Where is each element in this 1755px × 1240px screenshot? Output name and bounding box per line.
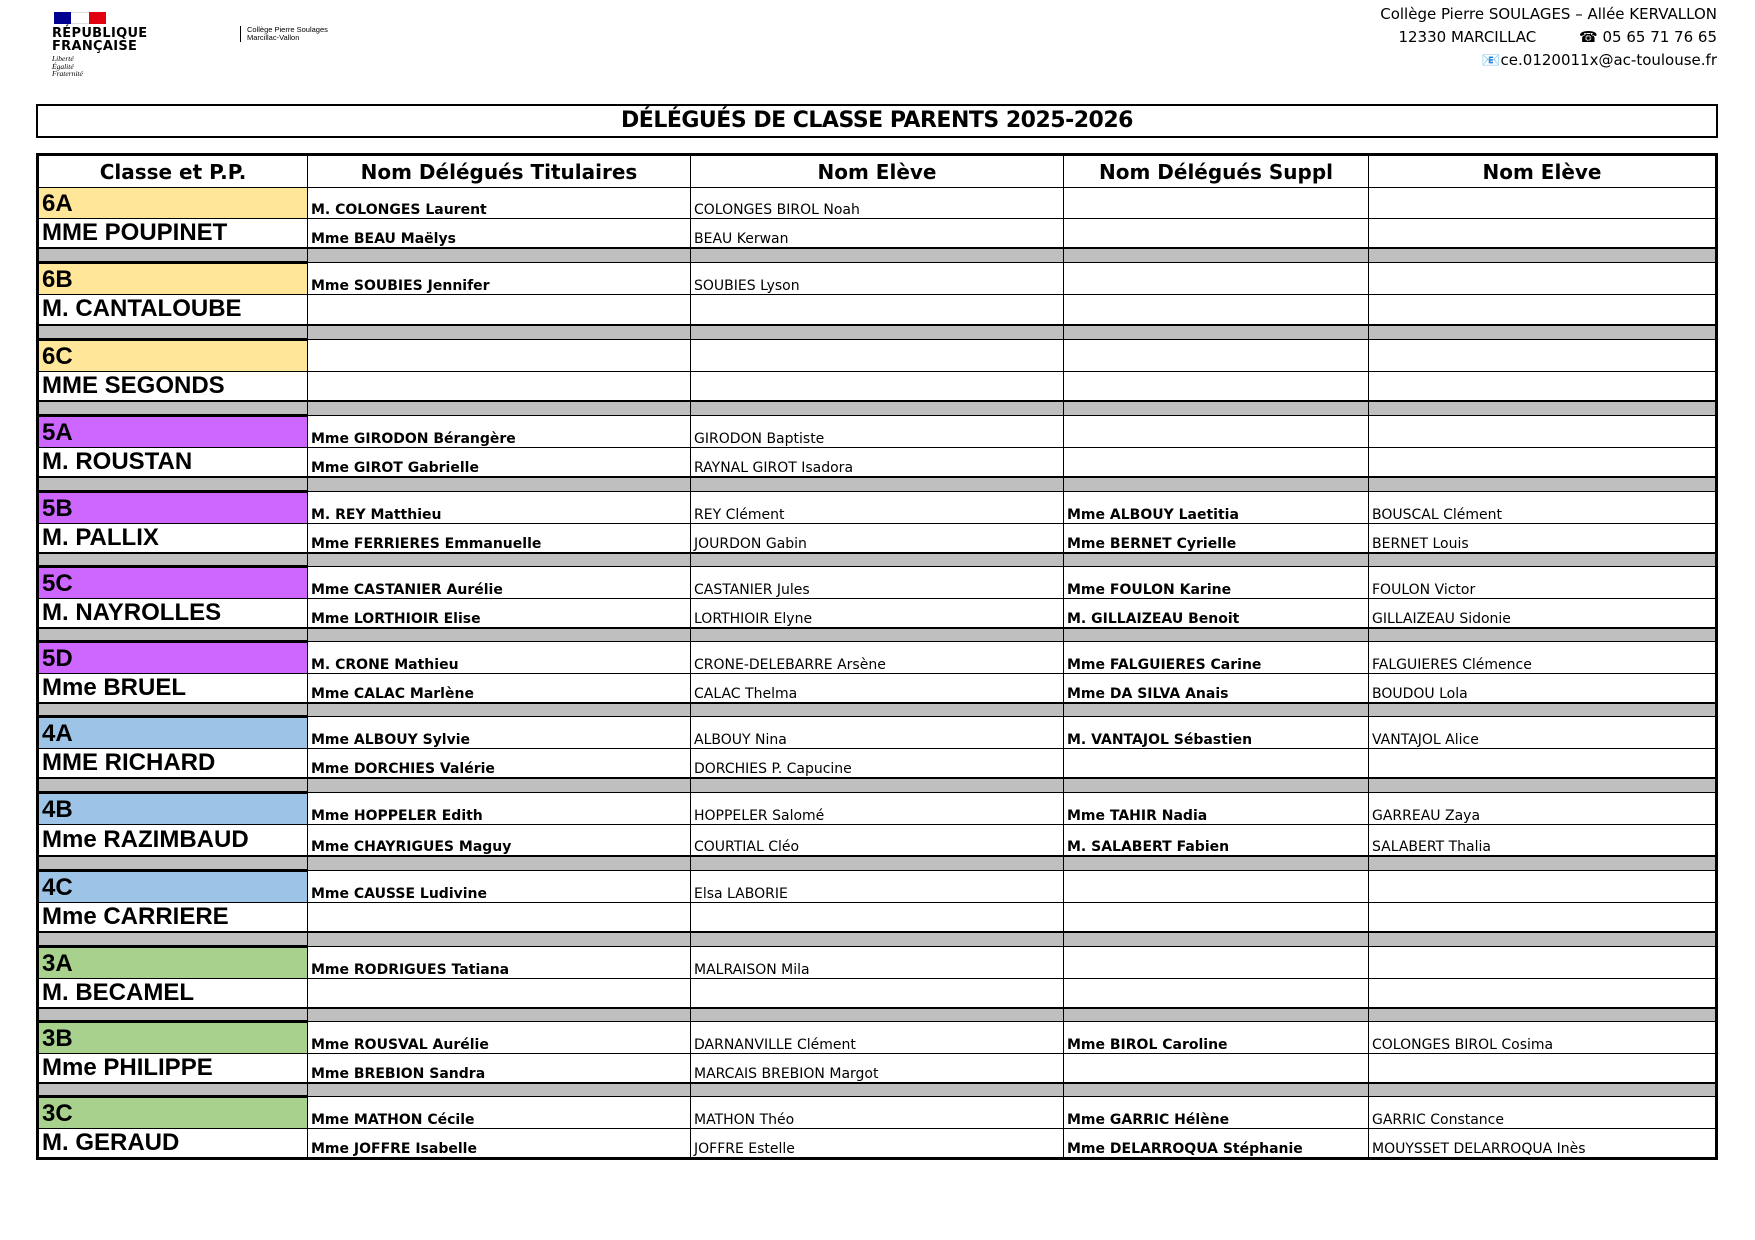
table-row xyxy=(38,946,1717,978)
cell-eleve-suppleant: GILLAIZEAU Sidonie xyxy=(1369,599,1717,629)
cell-titulaire: Mme GIROT Gabrielle xyxy=(308,447,691,477)
cell-eleve-suppleant xyxy=(1369,1053,1717,1083)
table-row xyxy=(38,188,1717,219)
separator-cell xyxy=(691,477,1064,492)
separator-cell xyxy=(691,932,1064,947)
separator-cell xyxy=(1064,932,1369,947)
separator-cell xyxy=(1369,1008,1717,1022)
cell-suppleant xyxy=(1064,263,1369,295)
cell-eleve-titulaire: MARCAIS BREBION Margot xyxy=(691,1053,1064,1083)
class-code: 6B xyxy=(38,263,308,295)
class-teacher: Mme BRUEL xyxy=(38,674,308,704)
cell-eleve-titulaire: HOPPELER Salomé xyxy=(691,793,1064,825)
cell-titulaire: M. CRONE Mathieu xyxy=(308,642,691,674)
cell-eleve-titulaire: DORCHIES P. Capucine xyxy=(691,749,1064,779)
cell-eleve-suppleant xyxy=(1369,371,1717,401)
separator-cell xyxy=(308,778,691,793)
cell-titulaire: Mme GIRODON Bérangère xyxy=(308,415,691,447)
cell-titulaire xyxy=(308,902,691,932)
logo-republique: RÉPUBLIQUE xyxy=(52,26,148,41)
separator-cell xyxy=(1064,248,1369,263)
separator-cell xyxy=(691,553,1064,567)
separator-cell xyxy=(1369,1083,1717,1097)
cell-eleve-titulaire: COLONGES BIROL Noah xyxy=(691,188,1064,219)
cell-eleve-titulaire: JOFFRE Estelle xyxy=(691,1128,1064,1158)
cell-eleve-suppleant xyxy=(1369,295,1717,325)
cell-suppleant: Mme DELARROQUA Stéphanie xyxy=(1064,1128,1369,1158)
cell-titulaire: Mme ROUSVAL Aurélie xyxy=(308,1021,691,1053)
cell-eleve-suppleant xyxy=(1369,946,1717,978)
cell-eleve-suppleant: SALABERT Thalia xyxy=(1369,825,1717,856)
table-row xyxy=(38,524,1717,554)
address-line2 xyxy=(1380,26,1717,49)
separator-cell xyxy=(308,325,691,340)
table-body xyxy=(38,188,1717,1159)
cell-eleve-suppleant: VANTAJOL Alice xyxy=(1369,717,1717,749)
cell-eleve-suppleant: BERNET Louis xyxy=(1369,524,1717,554)
table-row xyxy=(38,717,1717,749)
class-teacher: Mme PHILIPPE xyxy=(38,1053,308,1083)
cell-titulaire: M. REY Matthieu xyxy=(308,492,691,524)
class-teacher: M. BECAMEL xyxy=(38,978,308,1008)
cell-suppleant: Mme ALBOUY Laetitia xyxy=(1064,492,1369,524)
cell-eleve-suppleant xyxy=(1369,978,1717,1008)
cell-eleve-suppleant xyxy=(1369,902,1717,932)
college-mark-town: Marcillac-Vallon xyxy=(247,33,300,42)
cell-titulaire: Mme DORCHIES Valérie xyxy=(308,749,691,779)
class-teacher: M. CANTALOUBE xyxy=(38,295,308,325)
cell-eleve-titulaire xyxy=(691,295,1064,325)
table-row xyxy=(38,870,1717,902)
cell-eleve-suppleant xyxy=(1369,219,1717,249)
cell-eleve-titulaire: JOURDON Gabin xyxy=(691,524,1064,554)
separator-cell xyxy=(1064,401,1369,416)
cell-suppleant: M. SALABERT Fabien xyxy=(1064,825,1369,856)
separator-cell xyxy=(1064,703,1369,717)
separator-cell xyxy=(1064,553,1369,567)
separator-cell xyxy=(1064,1083,1369,1097)
class-teacher: MME RICHARD xyxy=(38,749,308,779)
cell-suppleant xyxy=(1064,415,1369,447)
cell-eleve-suppleant xyxy=(1369,263,1717,295)
college-mark-name: Collège Pierre Soulages xyxy=(247,25,328,34)
cell-eleve-titulaire: LORTHIOIR Elyne xyxy=(691,599,1064,629)
cell-eleve-titulaire: BEAU Kerwan xyxy=(691,219,1064,249)
cell-eleve-suppleant xyxy=(1369,339,1717,371)
class-code: 3B xyxy=(38,1021,308,1053)
cell-eleve-suppleant: GARRIC Constance xyxy=(1369,1096,1717,1128)
separator-cell xyxy=(1369,703,1717,717)
separator-row xyxy=(38,932,1717,947)
cell-titulaire xyxy=(308,339,691,371)
table-row xyxy=(38,339,1717,371)
cell-suppleant xyxy=(1064,902,1369,932)
class-teacher: Mme CARRIERE xyxy=(38,902,308,932)
cell-suppleant xyxy=(1064,219,1369,249)
separator-cell xyxy=(1369,248,1717,263)
table-row xyxy=(38,567,1717,599)
separator-cell xyxy=(308,703,691,717)
separator-cell xyxy=(1064,477,1369,492)
separator-cell xyxy=(38,477,308,492)
cell-eleve-titulaire: CASTANIER Jules xyxy=(691,567,1064,599)
cell-titulaire xyxy=(308,295,691,325)
separator-cell xyxy=(691,1008,1064,1022)
class-code: 5B xyxy=(38,492,308,524)
separator-cell xyxy=(308,401,691,416)
separator-cell xyxy=(1369,401,1717,416)
page-title: DÉLÉGUÉS DE CLASSE PARENTS 2025-2026 xyxy=(36,104,1718,138)
separator-cell xyxy=(1064,856,1369,871)
cell-suppleant: M. VANTAJOL Sébastien xyxy=(1064,717,1369,749)
cell-eleve-suppleant: COLONGES BIROL Cosima xyxy=(1369,1021,1717,1053)
table-row xyxy=(38,1128,1717,1158)
cell-eleve-titulaire: MALRAISON Mila xyxy=(691,946,1064,978)
cell-titulaire: M. COLONGES Laurent xyxy=(308,188,691,219)
cell-titulaire xyxy=(308,371,691,401)
cell-eleve-suppleant xyxy=(1369,749,1717,779)
flag-white xyxy=(71,12,88,24)
table-row xyxy=(38,371,1717,401)
cell-eleve-suppleant xyxy=(1369,415,1717,447)
separator-cell xyxy=(38,628,308,642)
separator-cell xyxy=(691,628,1064,642)
separator-cell xyxy=(1064,778,1369,793)
cell-eleve-titulaire: GIRODON Baptiste xyxy=(691,415,1064,447)
cell-eleve-titulaire xyxy=(691,371,1064,401)
cell-eleve-titulaire xyxy=(691,902,1064,932)
separator-row xyxy=(38,856,1717,871)
cell-suppleant: Mme FOULON Karine xyxy=(1064,567,1369,599)
separator-cell xyxy=(1369,553,1717,567)
separator-cell xyxy=(38,856,308,871)
separator-row xyxy=(38,477,1717,492)
class-code: 5A xyxy=(38,415,308,447)
cell-suppleant xyxy=(1064,295,1369,325)
cell-eleve-titulaire: COURTIAL Cléo xyxy=(691,825,1064,856)
separator-row xyxy=(38,778,1717,793)
cell-eleve-titulaire xyxy=(691,339,1064,371)
separator-cell xyxy=(691,1083,1064,1097)
col-header-suppleants: Nom Délégués Suppl xyxy=(1064,155,1369,188)
cell-titulaire: Mme CASTANIER Aurélie xyxy=(308,567,691,599)
marianne-flag-icon xyxy=(54,12,106,24)
separator-cell xyxy=(308,628,691,642)
cell-titulaire xyxy=(308,978,691,1008)
class-teacher: MME POUPINET xyxy=(38,219,308,249)
college-mark xyxy=(240,26,328,42)
email-address[interactable]: 📧ce.0120011x@ac-toulouse.fr xyxy=(1481,51,1717,69)
cell-titulaire: Mme BEAU Maëlys xyxy=(308,219,691,249)
table-row xyxy=(38,219,1717,249)
cell-titulaire: Mme CAUSSE Ludivine xyxy=(308,870,691,902)
separator-cell xyxy=(38,401,308,416)
cell-eleve-suppleant: BOUDOU Lola xyxy=(1369,674,1717,704)
school-address xyxy=(1380,3,1717,72)
cell-titulaire: Mme MATHON Cécile xyxy=(308,1096,691,1128)
separator-cell xyxy=(38,553,308,567)
table-row xyxy=(38,415,1717,447)
cell-suppleant xyxy=(1064,188,1369,219)
separator-cell xyxy=(308,932,691,947)
separator-row xyxy=(38,1008,1717,1022)
table-row xyxy=(38,295,1717,325)
separator-cell xyxy=(691,703,1064,717)
cell-eleve-suppleant: BOUSCAL Clément xyxy=(1369,492,1717,524)
separator-cell xyxy=(1369,628,1717,642)
cell-titulaire: Mme LORTHIOIR Elise xyxy=(308,599,691,629)
class-code: 4A xyxy=(38,717,308,749)
separator-cell xyxy=(38,1008,308,1022)
class-teacher: M. NAYROLLES xyxy=(38,599,308,629)
address-city: 12330 MARCILLAC xyxy=(1398,28,1537,46)
class-code: 3A xyxy=(38,946,308,978)
separator-cell xyxy=(38,932,308,947)
cell-eleve-suppleant: FOULON Victor xyxy=(1369,567,1717,599)
class-code: 5C xyxy=(38,567,308,599)
separator-row xyxy=(38,553,1717,567)
table-header-row xyxy=(38,155,1717,188)
table-row xyxy=(38,1096,1717,1128)
separator-row xyxy=(38,401,1717,416)
cell-suppleant xyxy=(1064,371,1369,401)
table-row xyxy=(38,492,1717,524)
class-teacher: M. GERAUD xyxy=(38,1128,308,1158)
cell-eleve-suppleant xyxy=(1369,447,1717,477)
cell-suppleant xyxy=(1064,447,1369,477)
cell-titulaire: Mme RODRIGUES Tatiana xyxy=(308,946,691,978)
address-line1: Collège Pierre SOULAGES – Allée KERVALLON xyxy=(1380,5,1717,23)
separator-cell xyxy=(691,325,1064,340)
class-code: 3C xyxy=(38,1096,308,1128)
table-row xyxy=(38,749,1717,779)
cell-suppleant xyxy=(1064,946,1369,978)
logo-motto-3: Fraternité xyxy=(52,69,83,78)
cell-titulaire: Mme FERRIERES Emmanuelle xyxy=(308,524,691,554)
logo-francaise: FRANÇAISE xyxy=(52,39,138,54)
table-row xyxy=(38,793,1717,825)
col-header-eleve: Nom Elève xyxy=(691,155,1064,188)
class-code: 6A xyxy=(38,188,308,219)
separator-cell xyxy=(1064,325,1369,340)
separator-cell xyxy=(1064,1008,1369,1022)
cell-eleve-suppleant xyxy=(1369,188,1717,219)
separator-cell xyxy=(1369,477,1717,492)
cell-titulaire: Mme HOPPELER Edith xyxy=(308,793,691,825)
table-row xyxy=(38,1053,1717,1083)
table-row xyxy=(38,642,1717,674)
table-row xyxy=(38,1021,1717,1053)
separator-row xyxy=(38,628,1717,642)
cell-suppleant: Mme TAHIR Nadia xyxy=(1064,793,1369,825)
separator-cell xyxy=(308,856,691,871)
separator-cell xyxy=(691,401,1064,416)
cell-eleve-titulaire: DARNANVILLE Clément xyxy=(691,1021,1064,1053)
cell-suppleant xyxy=(1064,870,1369,902)
separator-cell xyxy=(1064,628,1369,642)
separator-cell xyxy=(691,856,1064,871)
cell-suppleant xyxy=(1064,1053,1369,1083)
cell-suppleant: Mme GARRIC Hélène xyxy=(1064,1096,1369,1128)
separator-cell xyxy=(308,1083,691,1097)
cell-eleve-suppleant xyxy=(1369,870,1717,902)
table-row xyxy=(38,902,1717,932)
cell-eleve-titulaire: REY Clément xyxy=(691,492,1064,524)
cell-eleve-titulaire: ALBOUY Nina xyxy=(691,717,1064,749)
class-code: 5D xyxy=(38,642,308,674)
cell-titulaire: Mme ALBOUY Sylvie xyxy=(308,717,691,749)
separator-cell xyxy=(1369,325,1717,340)
separator-cell xyxy=(308,477,691,492)
table-row xyxy=(38,447,1717,477)
cell-eleve-suppleant: FALGUIERES Clémence xyxy=(1369,642,1717,674)
separator-cell xyxy=(691,248,1064,263)
separator-cell xyxy=(38,248,308,263)
cell-titulaire: Mme SOUBIES Jennifer xyxy=(308,263,691,295)
separator-cell xyxy=(308,248,691,263)
cell-suppleant: Mme DA SILVA Anais xyxy=(1064,674,1369,704)
separator-cell xyxy=(1369,932,1717,947)
logo-motto-2: Égalité xyxy=(52,61,74,71)
separator-row xyxy=(38,325,1717,340)
cell-eleve-titulaire: CALAC Thelma xyxy=(691,674,1064,704)
phone-number: ☎ 05 65 71 76 65 xyxy=(1579,28,1717,46)
cell-eleve-titulaire: SOUBIES Lyson xyxy=(691,263,1064,295)
class-code: 4C xyxy=(38,870,308,902)
cell-suppleant xyxy=(1064,749,1369,779)
cell-titulaire: Mme JOFFRE Isabelle xyxy=(308,1128,691,1158)
republique-francaise-logo xyxy=(52,12,177,82)
separator-row xyxy=(38,248,1717,263)
flag-blue xyxy=(54,12,71,24)
separator-row xyxy=(38,703,1717,717)
cell-suppleant: Mme FALGUIERES Carine xyxy=(1064,642,1369,674)
separator-cell xyxy=(1369,856,1717,871)
class-code: 6C xyxy=(38,339,308,371)
cell-eleve-titulaire: CRONE-DELEBARRE Arsène xyxy=(691,642,1064,674)
table-row xyxy=(38,674,1717,704)
cell-eleve-suppleant: MOUYSSET DELARROQUA Inès xyxy=(1369,1128,1717,1158)
separator-cell xyxy=(1369,778,1717,793)
separator-row xyxy=(38,1083,1717,1097)
class-teacher: M. PALLIX xyxy=(38,524,308,554)
separator-cell xyxy=(691,778,1064,793)
cell-eleve-titulaire: RAYNAL GIROT Isadora xyxy=(691,447,1064,477)
separator-cell xyxy=(308,553,691,567)
cell-eleve-titulaire: MATHON Théo xyxy=(691,1096,1064,1128)
separator-cell xyxy=(38,778,308,793)
table-row xyxy=(38,599,1717,629)
cell-titulaire: Mme BREBION Sandra xyxy=(308,1053,691,1083)
cell-eleve-titulaire: Elsa LABORIE xyxy=(691,870,1064,902)
class-teacher: MME SEGONDS xyxy=(38,371,308,401)
col-header-titulaires: Nom Délégués Titulaires xyxy=(308,155,691,188)
logo-motto-1: Liberté xyxy=(52,54,74,63)
col-header-class: Classe et P.P. xyxy=(38,155,308,188)
table-row xyxy=(38,825,1717,856)
cell-eleve-titulaire xyxy=(691,978,1064,1008)
cell-suppleant: Mme BERNET Cyrielle xyxy=(1064,524,1369,554)
class-teacher: Mme RAZIMBAUD xyxy=(38,825,308,856)
cell-suppleant xyxy=(1064,339,1369,371)
class-teacher: M. ROUSTAN xyxy=(38,447,308,477)
cell-titulaire: Mme CHAYRIGUES Maguy xyxy=(308,825,691,856)
separator-cell xyxy=(308,1008,691,1022)
cell-suppleant xyxy=(1064,978,1369,1008)
class-code: 4B xyxy=(38,793,308,825)
separator-cell xyxy=(38,325,308,340)
cell-titulaire: Mme CALAC Marlène xyxy=(308,674,691,704)
cell-eleve-suppleant: GARREAU Zaya xyxy=(1369,793,1717,825)
separator-cell xyxy=(38,1083,308,1097)
table-row xyxy=(38,263,1717,295)
flag-red xyxy=(89,12,106,24)
table-row xyxy=(38,978,1717,1008)
cell-suppleant: Mme BIROL Caroline xyxy=(1064,1021,1369,1053)
separator-cell xyxy=(38,703,308,717)
cell-suppleant: M. GILLAIZEAU Benoit xyxy=(1064,599,1369,629)
delegates-table xyxy=(36,153,1718,1160)
col-header-eleve-suppl: Nom Elève xyxy=(1369,155,1717,188)
